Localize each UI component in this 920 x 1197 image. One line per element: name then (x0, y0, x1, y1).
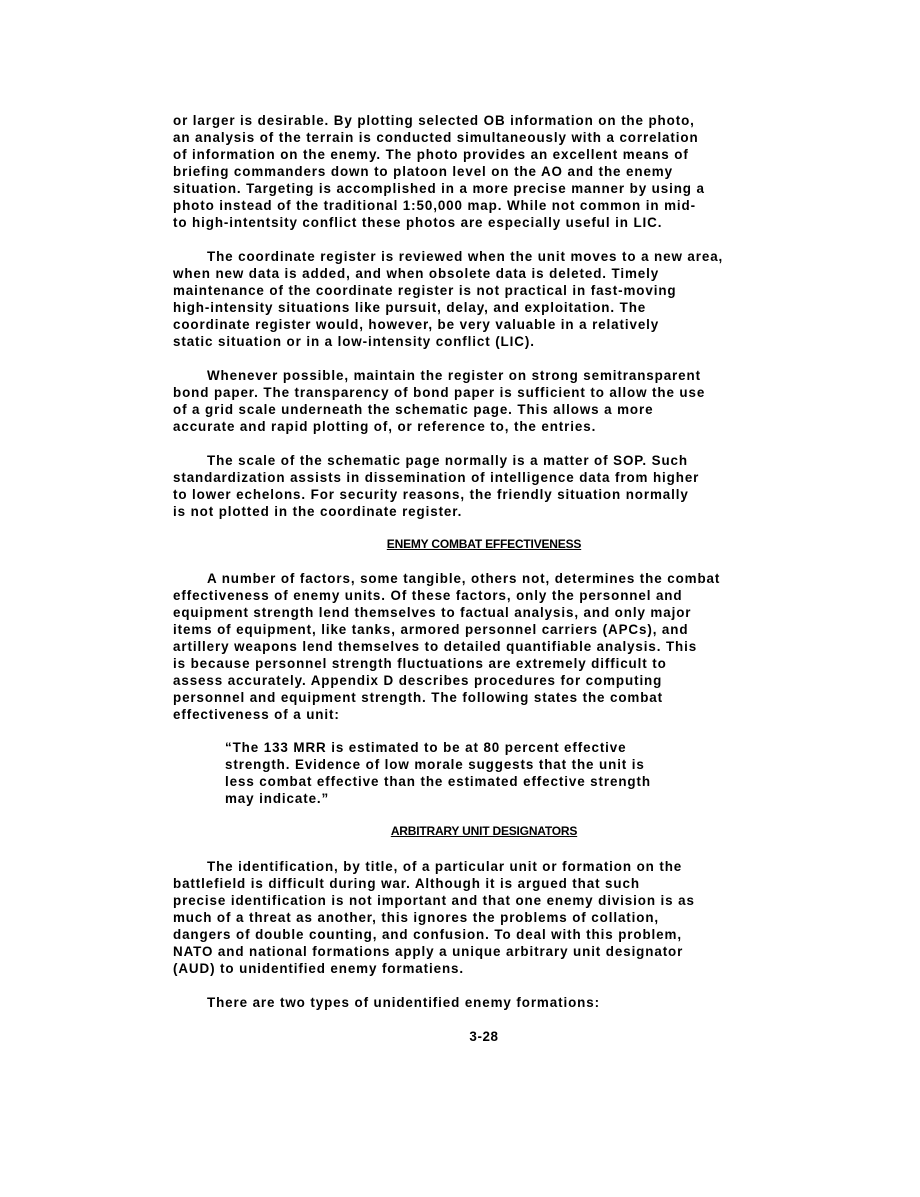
quote-line: “The 133 MRR is estimated to be at 80 percent effective (225, 740, 627, 755)
text-line: when new data is added, and when obsolete data is deleted. Timely (173, 266, 660, 281)
text-line: situation. Targeting is accomplished in a more precise manner by using a (173, 181, 705, 196)
text-line: accurate and rapid plotting of, or reference to, the entries. (173, 419, 597, 434)
text-line: is not plotted in the coordinate register. (173, 504, 463, 519)
text-line: photo instead of the traditional 1:50,000 map. While not common in mid- (173, 198, 696, 213)
text-line: artillery weapons lend themselves to detailed quantifiable analysis. This (173, 639, 698, 654)
text-line: There are two types of unidentified enemy formations: (207, 995, 600, 1010)
text-line: or larger is desirable. By plotting selected OB information on the photo, (173, 113, 695, 128)
text-line: coordinate register would, however, be very valuable in a relatively (173, 317, 660, 332)
text-line: items of equipment, like tanks, armored personnel carriers (APCs), and (173, 622, 689, 637)
text-line: an analysis of the terrain is conducted simultaneously with a correlation (173, 130, 699, 145)
text-line: Whenever possible, maintain the register on strong semitransparent (207, 368, 701, 383)
text-line: personnel and equipment strength. The following states the combat (173, 690, 664, 705)
text-line: The coordinate register is reviewed when the unit moves to a new area, (207, 249, 724, 264)
text-line: effectiveness of enemy units. Of these factors, only the personnel and (173, 588, 683, 603)
quote-line: less combat effective than the estimated effective strength (225, 774, 651, 789)
text-line: maintenance of the coordinate register is not practical in fast-moving (173, 283, 677, 298)
text-line: briefing commanders down to platoon level on the AO and the enemy (173, 164, 673, 179)
text-line: equipment strength lend themselves to factual analysis, and only major (173, 605, 692, 620)
text-line: high-intensity situations like pursuit, delay, and exploitation. The (173, 300, 647, 315)
text-line: effectiveness of a unit: (173, 707, 340, 722)
text-line: bond paper. The transparency of bond paper is sufficient to allow the use (173, 385, 706, 400)
text-line: NATO and national formations apply a unique arbitrary unit designator (173, 944, 684, 959)
text-line: precise identification is not important and that one enemy division is as (173, 893, 695, 908)
section-heading-enemy-combat-effectiveness: ENEMY COMBAT EFFECTIVENESS (386, 537, 582, 551)
text-line: The scale of the schematic page normally is a matter of SOP. Such (207, 453, 688, 468)
section-heading-arbitrary-unit-designators: ARBITRARY UNIT DESIGNATORS (390, 824, 578, 838)
quote-line: strength. Evidence of low morale suggests that the unit is (225, 757, 645, 772)
text-line: much of a threat as another, this ignores the problems of collation, (173, 910, 660, 925)
text-line: of a grid scale underneath the schematic page. This allows a more (173, 402, 654, 417)
text-line: of information on the enemy. The photo provides an excellent means of (173, 147, 689, 162)
text-line: static situation or in a low-intensity conflict (LIC). (173, 334, 535, 349)
text-line: is because personnel strength fluctuations are extremely difficult to (173, 656, 667, 671)
text-line: A number of factors, some tangible, others not, determines the combat (207, 571, 721, 586)
quote-line: may indicate.” (225, 791, 330, 806)
text-line: dangers of double counting, and confusion. To deal with this problem, (173, 927, 682, 942)
text-line: (AUD) to unidentified enemy formatiens. (173, 961, 465, 976)
text-line: to high-intentsity conflict these photos are especially useful in LIC. (173, 215, 663, 230)
text-line: to lower echelons. For security reasons, the friendly situation normally (173, 487, 689, 502)
text-line: The identification, by title, of a particular unit or formation on the (207, 859, 683, 874)
text-line: standardization assists in dissemination of intelligence data from higher (173, 470, 700, 485)
page-number: 3-28 (469, 1029, 499, 1044)
text-line: assess accurately. Appendix D describes procedures for computing (173, 673, 663, 688)
text-line: battlefield is difficult during war. Although it is argued that such (173, 876, 640, 891)
